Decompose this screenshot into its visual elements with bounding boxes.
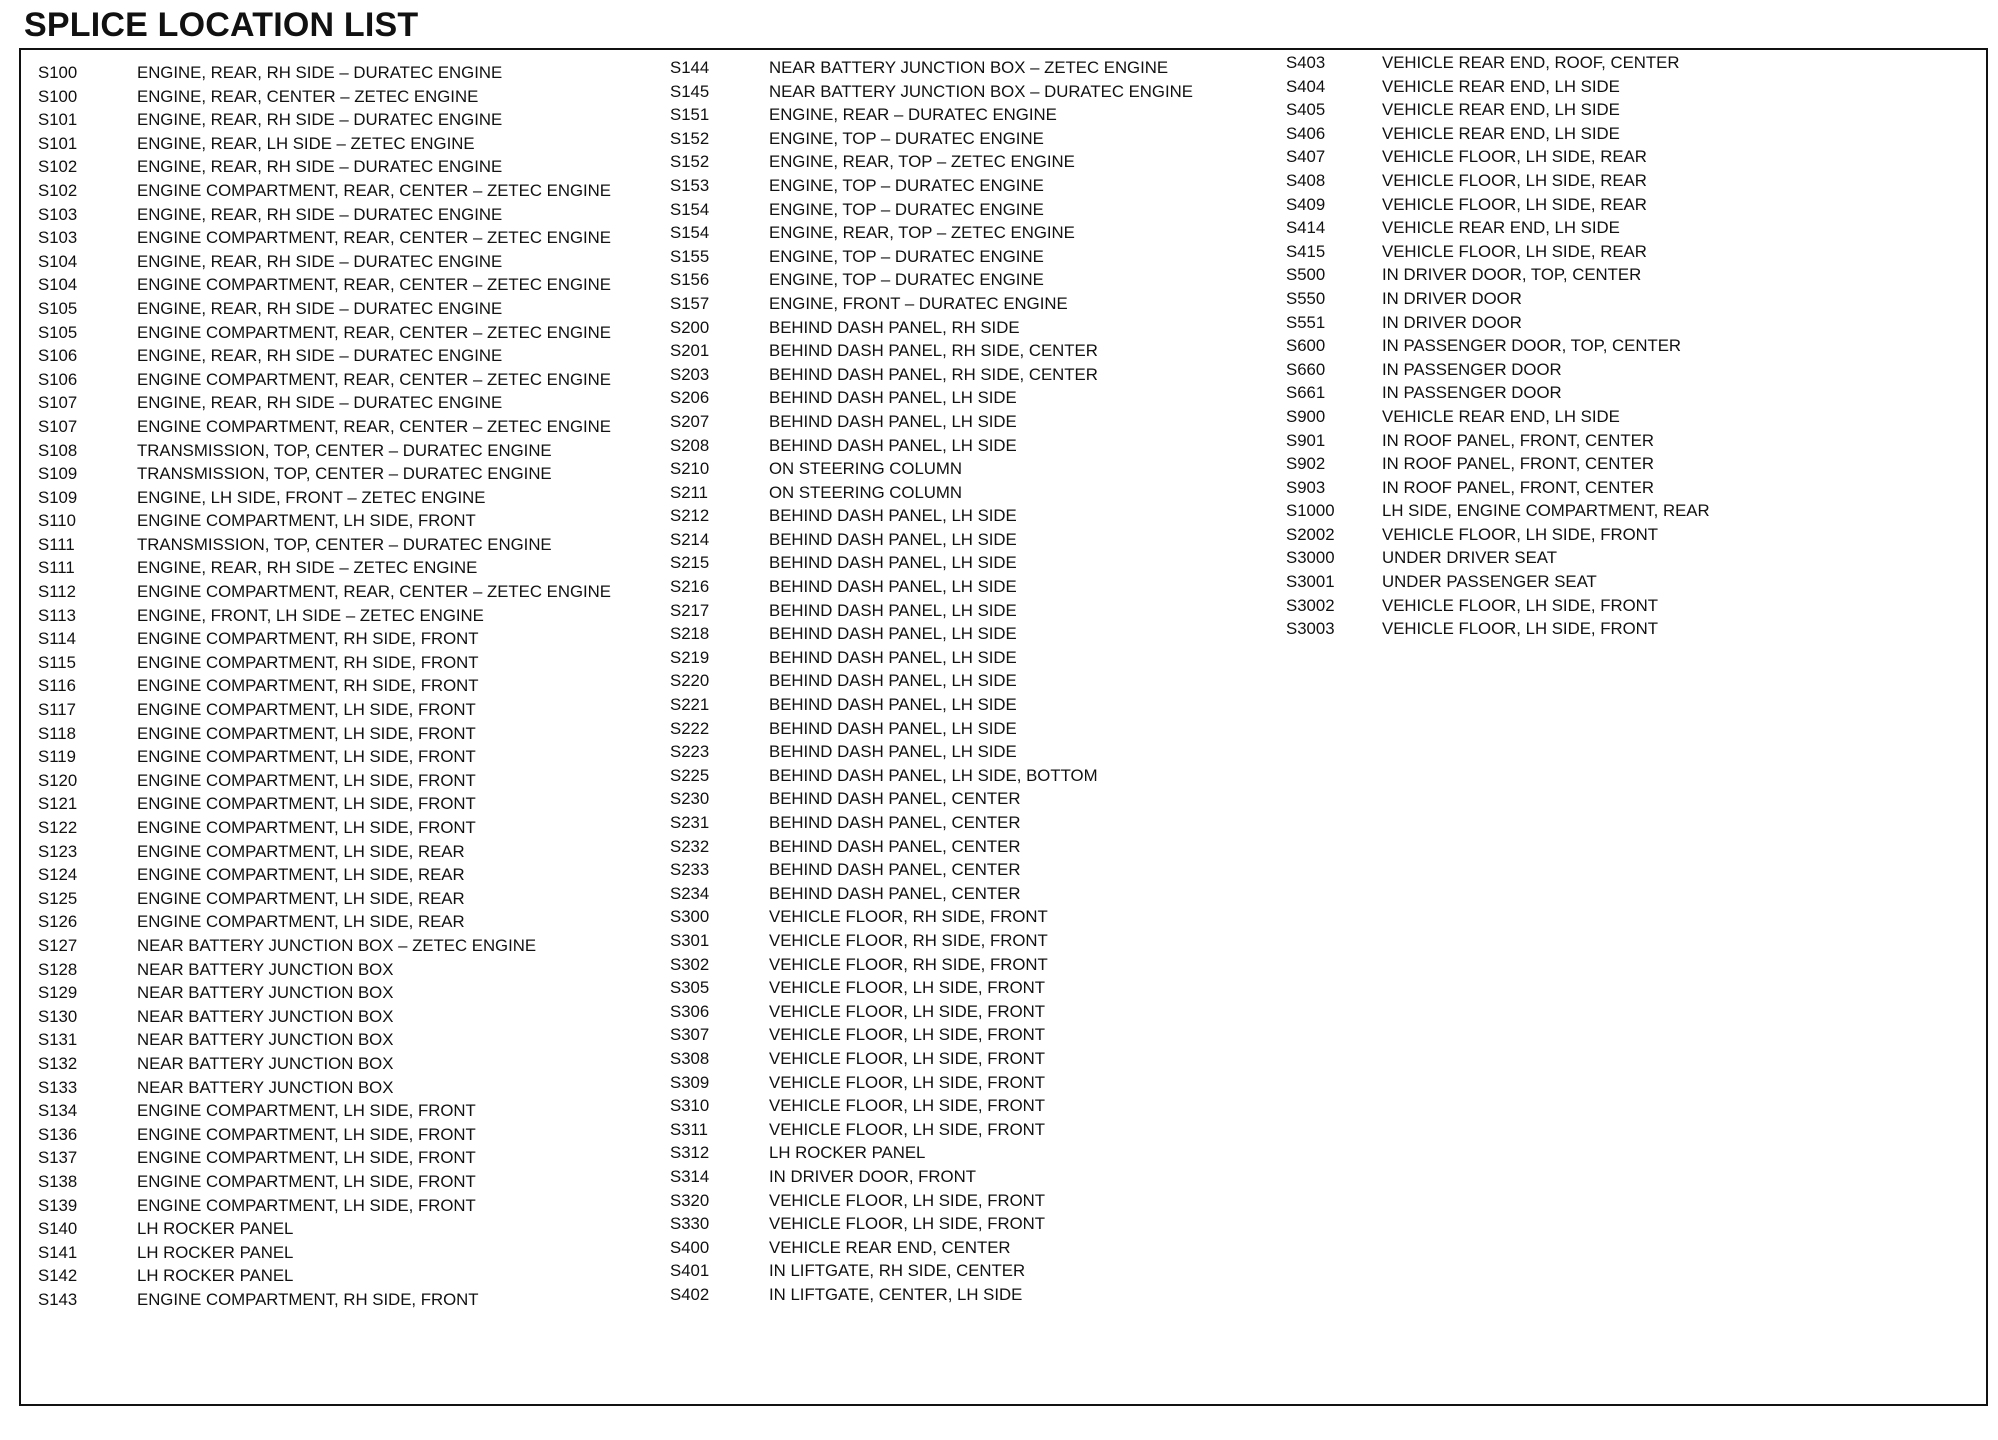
splice-code: S107 — [38, 416, 78, 436]
splice-code: S902 — [1286, 454, 1326, 474]
splice-location: BEHIND DASH PANEL, LH SIDE — [769, 435, 1017, 455]
splice-code: S153 — [670, 175, 710, 195]
splice-location: ENGINE, REAR, RH SIDE – DURATEC ENGINE — [137, 63, 503, 82]
splice-code: S1000 — [1286, 501, 1335, 521]
splice-code: S103 — [38, 228, 78, 248]
splice-location: ENGINE COMPARTMENT, LH SIDE, FRONT — [137, 770, 476, 790]
splice-code: S145 — [670, 81, 710, 101]
splice-location: VEHICLE FLOOR, LH SIDE, FRONT — [769, 978, 1046, 998]
splice-location: IN DRIVER DOOR, FRONT — [769, 1166, 976, 1186]
splice-location: ENGINE COMPARTMENT, RH SIDE, FRONT — [137, 629, 479, 649]
splice-location: ON STEERING COLUMN — [769, 482, 963, 502]
splice-code: S142 — [38, 1266, 78, 1286]
splice-location: LH SIDE, ENGINE COMPARTMENT, REAR — [1382, 501, 1710, 521]
splice-location: ENGINE, REAR, RH SIDE – DURATEC ENGINE — [137, 393, 503, 413]
splice-code: S122 — [38, 818, 78, 837]
splice-code: S109 — [38, 487, 78, 507]
splice-code: S405 — [1286, 100, 1326, 120]
splice-location: ENGINE COMPARTMENT, REAR, CENTER – ZETEC ENGINE — [137, 582, 611, 602]
splice-code: S312 — [670, 1143, 710, 1163]
splice-location: ENGINE COMPARTMENT, LH SIDE, REAR — [137, 865, 465, 885]
splice-code: S155 — [670, 246, 710, 266]
splice-code: S111 — [38, 534, 75, 554]
splice-location: VEHICLE FLOOR, RH SIDE, FRONT — [769, 954, 1048, 974]
splice-code: S409 — [1286, 194, 1326, 214]
splice-code: S414 — [1286, 218, 1326, 238]
splice-code: S903 — [1286, 477, 1326, 497]
splice-location: ENGINE COMPARTMENT, LH SIDE, FRONT — [137, 818, 476, 837]
splice-location: IN DRIVER DOOR, TOP, CENTER — [1382, 265, 1642, 285]
splice-code: S152 — [670, 152, 710, 172]
splice-code: S126 — [38, 912, 78, 932]
splice-location: IN ROOF PANEL, FRONT, CENTER — [1382, 430, 1654, 450]
splice-location: NEAR BATTERY JUNCTION BOX — [137, 1053, 394, 1073]
splice-code: S402 — [670, 1284, 710, 1304]
splice-code: S132 — [38, 1053, 78, 1073]
splice-code: S311 — [670, 1119, 708, 1139]
splice-code: S106 — [38, 346, 78, 366]
splice-code: S310 — [670, 1096, 710, 1116]
splice-code: S157 — [670, 293, 710, 313]
splice-location: BEHIND DASH PANEL, LH SIDE — [769, 695, 1017, 715]
splice-location: BEHIND DASH PANEL, LH SIDE — [769, 671, 1017, 691]
splice-location: ENGINE, REAR, RH SIDE – DURATEC ENGINE — [137, 110, 503, 130]
splice-code: S103 — [38, 204, 78, 224]
splice-location: ENGINE, TOP – DURATEC ENGINE — [769, 246, 1044, 266]
splice-location: VEHICLE FLOOR, LH SIDE, FRONT — [769, 1001, 1046, 1021]
splice-location: TRANSMISSION, TOP, CENTER – DURATEC ENGINE — [137, 534, 552, 554]
splice-location: ENGINE, REAR – DURATEC ENGINE — [769, 105, 1057, 125]
splice-location: BEHIND DASH PANEL, LH SIDE — [769, 553, 1017, 573]
splice-code: S110 — [38, 511, 76, 531]
splice-location: ENGINE COMPARTMENT, LH SIDE, FRONT — [137, 1195, 476, 1215]
splice-location: ENGINE COMPARTMENT, RH SIDE, FRONT — [137, 652, 479, 672]
splice-code: S105 — [38, 298, 78, 318]
splice-location: LH ROCKER PANEL — [137, 1266, 294, 1286]
splice-code: S219 — [670, 647, 710, 667]
splice-location: IN ROOF PANEL, FRONT, CENTER — [1382, 477, 1654, 497]
splice-code: S900 — [1286, 406, 1326, 426]
splice-code: S221 — [670, 695, 710, 715]
splice-location: BEHIND DASH PANEL, CENTER — [769, 789, 1021, 809]
splice-code: S143 — [38, 1289, 78, 1309]
splice-location: ENGINE, TOP – DURATEC ENGINE — [769, 199, 1044, 219]
splice-location: VEHICLE FLOOR, LH SIDE, REAR — [1382, 241, 1647, 261]
splice-location: BEHIND DASH PANEL, LH SIDE — [769, 388, 1017, 408]
splice-code: S119 — [38, 747, 76, 767]
splice-code: S232 — [670, 836, 710, 856]
splice-location: NEAR BATTERY JUNCTION BOX — [137, 1077, 394, 1097]
splice-location: ENGINE, FRONT – DURATEC ENGINE — [769, 293, 1068, 313]
splice-location: ENGINE, TOP – DURATEC ENGINE — [769, 175, 1044, 195]
splice-code: S901 — [1286, 430, 1326, 450]
splice-location: ENGINE COMPARTMENT, LH SIDE, REAR — [137, 841, 465, 861]
splice-code: S223 — [670, 742, 710, 762]
splice-code: S600 — [1286, 336, 1326, 356]
splice-location: ENGINE, REAR, LH SIDE – ZETEC ENGINE — [137, 133, 475, 153]
splice-location: ENGINE, FRONT, LH SIDE – ZETEC ENGINE — [137, 605, 484, 625]
splice-location: NEAR BATTERY JUNCTION BOX – DURATEC ENGINE — [769, 81, 1193, 101]
splice-code: S3002 — [1286, 595, 1335, 615]
splice-code: S114 — [38, 629, 76, 649]
splice-location: ENGINE, REAR, TOP – ZETEC ENGINE — [769, 152, 1075, 172]
splice-location: BEHIND DASH PANEL, CENTER — [769, 813, 1021, 832]
splice-code: S129 — [38, 983, 78, 1003]
page-title: SPLICE LOCATION LIST — [24, 6, 419, 44]
splice-code: S112 — [38, 582, 76, 602]
splice-code: S134 — [38, 1101, 78, 1121]
splice-code: S660 — [1286, 359, 1326, 379]
splice-code: S3001 — [1286, 572, 1335, 592]
splice-code: S105 — [38, 322, 78, 342]
splice-location: BEHIND DASH PANEL, RH SIDE, CENTER — [769, 341, 1098, 361]
splice-code: S314 — [670, 1166, 710, 1186]
splice-code: S121 — [38, 794, 78, 814]
splice-location: BEHIND DASH PANEL, LH SIDE — [769, 600, 1017, 620]
splice-code: S123 — [38, 841, 78, 861]
splice-code: S216 — [670, 577, 710, 597]
splice-code: S139 — [38, 1195, 78, 1215]
splice-location: IN DRIVER DOOR — [1382, 288, 1522, 308]
splice-location: ENGINE COMPARTMENT, RH SIDE, FRONT — [137, 1289, 479, 1309]
splice-location: VEHICLE REAR END, LH SIDE — [1382, 218, 1620, 238]
splice-location: ENGINE, REAR, RH SIDE – DURATEC ENGINE — [137, 204, 503, 224]
splice-code: S307 — [670, 1025, 710, 1045]
splice-location: BEHIND DASH PANEL, CENTER — [769, 883, 1021, 903]
splice-code: S151 — [670, 105, 710, 125]
splice-location: BEHIND DASH PANEL, CENTER — [769, 836, 1021, 856]
splice-code: S2002 — [1286, 524, 1335, 544]
splice-location: IN LIFTGATE, RH SIDE, CENTER — [769, 1261, 1026, 1281]
splice-location: VEHICLE FLOOR, LH SIDE, FRONT — [769, 1214, 1046, 1234]
splice-code: S138 — [38, 1171, 78, 1191]
splice-code: S108 — [38, 440, 78, 460]
splice-location: BEHIND DASH PANEL, RH SIDE — [769, 317, 1020, 337]
splice-code: S106 — [38, 369, 78, 389]
splice-code: S401 — [670, 1261, 710, 1281]
splice-code: S406 — [1286, 123, 1326, 143]
splice-location: ENGINE COMPARTMENT, REAR, CENTER – ZETEC ENGINE — [137, 369, 611, 389]
splice-code: S116 — [38, 676, 76, 696]
splice-location: UNDER PASSENGER SEAT — [1382, 572, 1597, 592]
splice-location: VEHICLE FLOOR, LH SIDE, REAR — [1382, 194, 1647, 214]
splice-code: S102 — [38, 180, 78, 200]
splice-location: UNDER DRIVER SEAT — [1382, 548, 1557, 568]
splice-code: S214 — [670, 529, 710, 549]
splice-code: S141 — [38, 1242, 78, 1262]
splice-location: VEHICLE REAR END, LH SIDE — [1382, 76, 1620, 96]
splice-location: ENGINE COMPARTMENT, LH SIDE, FRONT — [137, 511, 476, 531]
splice-location: VEHICLE FLOOR, RH SIDE, FRONT — [769, 907, 1048, 927]
splice-location: NEAR BATTERY JUNCTION BOX — [137, 983, 394, 1003]
splice-code: S320 — [670, 1190, 710, 1210]
splice-location: TRANSMISSION, TOP, CENTER – DURATEC ENGINE — [137, 440, 552, 460]
splice-code: S104 — [38, 251, 78, 271]
splice-code: S661 — [1286, 383, 1326, 403]
splice-code: S217 — [670, 600, 710, 620]
splice-code: S400 — [670, 1237, 710, 1257]
splice-code: S140 — [38, 1219, 78, 1239]
splice-code: S206 — [670, 388, 710, 408]
splice-location: ENGINE, LH SIDE, FRONT – ZETEC ENGINE — [137, 487, 486, 507]
splice-code: S222 — [670, 718, 710, 738]
splice-location: BEHIND DASH PANEL, LH SIDE — [769, 577, 1017, 597]
splice-location: VEHICLE FLOOR, LH SIDE, FRONT — [769, 1119, 1046, 1139]
splice-location: VEHICLE FLOOR, LH SIDE, FRONT — [769, 1025, 1046, 1045]
splice-location: BEHIND DASH PANEL, LH SIDE — [769, 742, 1017, 762]
splice-location: BEHIND DASH PANEL, LH SIDE — [769, 411, 1017, 431]
splice-location: VEHICLE FLOOR, LH SIDE, FRONT — [769, 1048, 1046, 1068]
splice-code: S111 — [38, 558, 75, 578]
splice-code: S133 — [38, 1077, 78, 1097]
splice-code: S404 — [1286, 76, 1326, 96]
splice-location: ENGINE COMPARTMENT, REAR, CENTER – ZETEC ENGINE — [137, 416, 611, 436]
splice-location: NEAR BATTERY JUNCTION BOX – ZETEC ENGINE — [769, 58, 1169, 77]
splice-code: S234 — [670, 883, 710, 903]
splice-code: S208 — [670, 435, 710, 455]
splice-code: S201 — [670, 341, 710, 361]
splice-code: S407 — [1286, 147, 1326, 167]
splice-location: NEAR BATTERY JUNCTION BOX – ZETEC ENGINE — [137, 935, 537, 955]
splice-location: VEHICLE FLOOR, RH SIDE, FRONT — [769, 930, 1048, 950]
splice-code: S230 — [670, 789, 710, 809]
splice-location: ENGINE COMPARTMENT, REAR, CENTER – ZETEC ENGINE — [137, 275, 611, 295]
splice-code: S101 — [38, 110, 78, 130]
splice-code: S113 — [38, 605, 76, 625]
splice-location: VEHICLE REAR END, CENTER — [769, 1237, 1011, 1257]
splice-code: S117 — [38, 700, 76, 720]
splice-location: BEHIND DASH PANEL, LH SIDE — [769, 529, 1017, 549]
splice-code: S100 — [38, 86, 78, 106]
splice-code: S301 — [670, 930, 710, 950]
splice-location: IN LIFTGATE, CENTER, LH SIDE — [769, 1284, 1023, 1304]
splice-location: ENGINE COMPARTMENT, REAR, CENTER – ZETEC ENGINE — [137, 180, 611, 200]
splice-location: ENGINE COMPARTMENT, LH SIDE, REAR — [137, 888, 465, 908]
splice-location: ENGINE COMPARTMENT, LH SIDE, FRONT — [137, 723, 476, 743]
splice-location: LH ROCKER PANEL — [137, 1219, 294, 1239]
splice-code: S102 — [38, 157, 78, 177]
splice-code: S200 — [670, 317, 710, 337]
splice-code: S3003 — [1286, 619, 1335, 639]
splice-location: BEHIND DASH PANEL, LH SIDE, BOTTOM — [769, 765, 1098, 785]
splice-location: VEHICLE REAR END, LH SIDE — [1382, 100, 1620, 120]
splice-code: S550 — [1286, 288, 1326, 308]
splice-location: ENGINE, REAR, RH SIDE – DURATEC ENGINE — [137, 157, 503, 177]
splice-code: S100 — [38, 63, 78, 82]
splice-location: BEHIND DASH PANEL, LH SIDE — [769, 647, 1017, 667]
splice-location: ENGINE COMPARTMENT, LH SIDE, FRONT — [137, 1171, 476, 1191]
splice-location: ENGINE COMPARTMENT, LH SIDE, FRONT — [137, 700, 476, 720]
splice-location: TRANSMISSION, TOP, CENTER – DURATEC ENGINE — [137, 464, 552, 484]
splice-code: S203 — [670, 364, 710, 384]
splice-location: BEHIND DASH PANEL, LH SIDE — [769, 506, 1017, 526]
splice-location: VEHICLE FLOOR, LH SIDE, FRONT — [1382, 595, 1659, 615]
splice-location: VEHICLE FLOOR, LH SIDE, FRONT — [769, 1096, 1046, 1116]
splice-code: S231 — [670, 813, 710, 832]
splice-location: ENGINE COMPARTMENT, LH SIDE, FRONT — [137, 1148, 476, 1168]
splice-location: VEHICLE FLOOR, LH SIDE, FRONT — [769, 1190, 1046, 1210]
splice-location: BEHIND DASH PANEL, LH SIDE — [769, 718, 1017, 738]
splice-location: VEHICLE FLOOR, LH SIDE, FRONT — [1382, 524, 1659, 544]
splice-code: S109 — [38, 464, 78, 484]
splice-location: VEHICLE FLOOR, LH SIDE, FRONT — [769, 1072, 1046, 1092]
splice-code: S210 — [670, 459, 710, 479]
splice-code: S156 — [670, 270, 710, 290]
splice-code: S124 — [38, 865, 78, 885]
splice-location: ENGINE COMPARTMENT, LH SIDE, FRONT — [137, 1124, 476, 1144]
splice-code: S403 — [1286, 53, 1326, 72]
splice-code: S101 — [38, 133, 78, 153]
splice-location: VEHICLE FLOOR, LH SIDE, FRONT — [1382, 619, 1659, 639]
splice-code: S152 — [670, 128, 710, 148]
splice-location: ENGINE, TOP – DURATEC ENGINE — [769, 128, 1044, 148]
splice-code: S137 — [38, 1148, 78, 1168]
splice-location: IN ROOF PANEL, FRONT, CENTER — [1382, 454, 1654, 474]
splice-code: S408 — [1286, 170, 1326, 190]
splice-code: S220 — [670, 671, 710, 691]
splice-code: S233 — [670, 860, 710, 880]
splice-location: ENGINE COMPARTMENT, LH SIDE, FRONT — [137, 747, 476, 767]
splice-code: S136 — [38, 1124, 78, 1144]
splice-location: VEHICLE FLOOR, LH SIDE, REAR — [1382, 170, 1647, 190]
splice-code: S551 — [1286, 312, 1326, 332]
splice-code: S212 — [670, 506, 710, 526]
splice-code: S207 — [670, 411, 710, 431]
splice-location: LH ROCKER PANEL — [769, 1143, 926, 1163]
splice-code: S128 — [38, 959, 78, 979]
splice-code: S120 — [38, 770, 78, 790]
splice-location: ENGINE COMPARTMENT, LH SIDE, FRONT — [137, 794, 476, 814]
splice-location: VEHICLE REAR END, LH SIDE — [1382, 406, 1620, 426]
splice-location: NEAR BATTERY JUNCTION BOX — [137, 1006, 394, 1026]
splice-code: S225 — [670, 765, 710, 785]
splice-location: ENGINE, REAR, TOP – ZETEC ENGINE — [769, 223, 1075, 243]
splice-location: ENGINE COMPARTMENT, REAR, CENTER – ZETEC ENGINE — [137, 322, 611, 342]
splice-code: S306 — [670, 1001, 710, 1021]
splice-code: S127 — [38, 935, 78, 955]
splice-location: BEHIND DASH PANEL, CENTER — [769, 860, 1021, 880]
splice-code: S115 — [38, 652, 76, 672]
splice-code: S154 — [670, 223, 710, 243]
splice-code: S131 — [38, 1030, 78, 1050]
splice-location: BEHIND DASH PANEL, RH SIDE, CENTER — [769, 364, 1098, 384]
splice-code: S144 — [670, 58, 710, 77]
splice-code: S415 — [1286, 241, 1326, 261]
splice-code: S500 — [1286, 265, 1326, 285]
splice-code: S118 — [38, 723, 76, 743]
splice-code: S308 — [670, 1048, 710, 1068]
splice-location: VEHICLE FLOOR, LH SIDE, REAR — [1382, 147, 1647, 167]
splice-location: NEAR BATTERY JUNCTION BOX — [137, 959, 394, 979]
splice-code: S154 — [670, 199, 710, 219]
splice-code: S107 — [38, 393, 78, 413]
splice-location: ENGINE COMPARTMENT, RH SIDE, FRONT — [137, 676, 479, 696]
splice-location: IN DRIVER DOOR — [1382, 312, 1522, 332]
splice-location: ENGINE, TOP – DURATEC ENGINE — [769, 270, 1044, 290]
splice-location: BEHIND DASH PANEL, LH SIDE — [769, 624, 1017, 644]
splice-location: ON STEERING COLUMN — [769, 459, 963, 479]
splice-location: ENGINE COMPARTMENT, REAR, CENTER – ZETEC ENGINE — [137, 228, 611, 248]
splice-code: S330 — [670, 1214, 710, 1234]
splice-location: ENGINE, REAR, RH SIDE – DURATEC ENGINE — [137, 346, 503, 366]
splice-code: S300 — [670, 907, 710, 927]
splice-location: VEHICLE REAR END, ROOF, CENTER — [1382, 53, 1680, 72]
splice-code: S309 — [670, 1072, 710, 1092]
splice-location: LH ROCKER PANEL — [137, 1242, 294, 1262]
splice-location: ENGINE COMPARTMENT, LH SIDE, FRONT — [137, 1101, 476, 1121]
splice-code: S305 — [670, 978, 710, 998]
splice-code: S302 — [670, 954, 710, 974]
splice-code: S130 — [38, 1006, 78, 1026]
splice-location: IN PASSENGER DOOR, TOP, CENTER — [1382, 336, 1682, 356]
splice-location: ENGINE, REAR, CENTER – ZETEC ENGINE — [137, 86, 479, 106]
splice-code: S218 — [670, 624, 710, 644]
splice-location: ENGINE, REAR, RH SIDE – DURATEC ENGINE — [137, 251, 503, 271]
splice-location: ENGINE COMPARTMENT, LH SIDE, REAR — [137, 912, 465, 932]
splice-code: S104 — [38, 275, 78, 295]
splice-location: IN PASSENGER DOOR — [1382, 359, 1562, 379]
splice-location: VEHICLE REAR END, LH SIDE — [1382, 123, 1620, 143]
splice-code: S211 — [670, 482, 708, 502]
splice-code: S125 — [38, 888, 78, 908]
splice-code: S3000 — [1286, 548, 1335, 568]
splice-location: ENGINE, REAR, RH SIDE – ZETEC ENGINE — [137, 558, 478, 578]
splice-code: S215 — [670, 553, 710, 573]
splice-location: NEAR BATTERY JUNCTION BOX — [137, 1030, 394, 1050]
splice-location: ENGINE, REAR, RH SIDE – DURATEC ENGINE — [137, 298, 503, 318]
splice-location: IN PASSENGER DOOR — [1382, 383, 1562, 403]
